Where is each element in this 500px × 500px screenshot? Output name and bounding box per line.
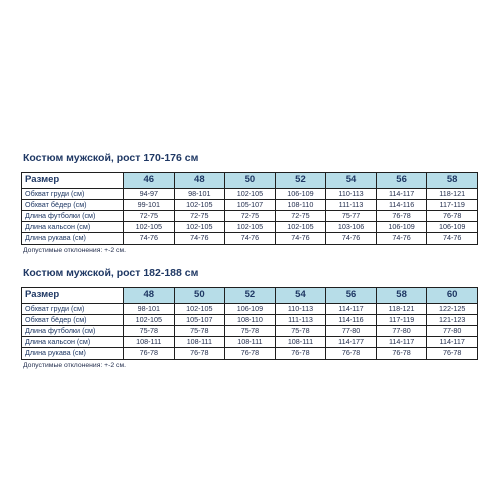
table-cell: 108-111 <box>124 337 175 348</box>
table-cell: 106-109 <box>275 188 326 199</box>
table-cell: 117-119 <box>376 314 427 325</box>
table-row <box>22 325 478 336</box>
table-cell: 76-78 <box>376 210 427 221</box>
table-row <box>22 233 478 244</box>
table-cell: 76-78 <box>427 210 478 221</box>
table-cell: 77-80 <box>326 325 377 336</box>
size-header: 50 <box>225 173 276 189</box>
table-cell: 118-121 <box>376 303 427 314</box>
table-cell: 108-111 <box>174 337 225 348</box>
table-cell: 121-123 <box>427 314 478 325</box>
table-cell: 114-117 <box>427 337 478 348</box>
table-cell: 117-119 <box>427 199 478 210</box>
table-cell: 106-109 <box>427 222 478 233</box>
table-cell: 102-105 <box>124 222 175 233</box>
table-cell: 99-101 <box>124 199 175 210</box>
table-cell: 114-177 <box>326 337 377 348</box>
table-cell: 75-78 <box>124 325 175 336</box>
table-cell: 102-105 <box>124 314 175 325</box>
size-header: 54 <box>275 288 326 304</box>
table-cell: 102-105 <box>174 199 225 210</box>
size-header: 50 <box>174 288 225 304</box>
table-cell: 111-113 <box>275 314 326 325</box>
table-row <box>22 314 478 325</box>
table-cell: 114-117 <box>376 188 427 199</box>
table-cell: 102-105 <box>174 303 225 314</box>
header-label: Размер <box>22 288 124 304</box>
size-header: 60 <box>427 288 478 304</box>
table-cell: 118-121 <box>427 188 478 199</box>
table-cell: 105-107 <box>174 314 225 325</box>
table-cell: 76-78 <box>376 348 427 359</box>
size-header: 52 <box>275 173 326 189</box>
size-header: 48 <box>124 288 175 304</box>
size-header: 52 <box>225 288 276 304</box>
table-cell: 106-109 <box>376 222 427 233</box>
row-label: Длина футболки (см) <box>22 325 124 336</box>
table-cell: 74-76 <box>275 233 326 244</box>
table-title: Костюм мужской, рост 182-188 см <box>23 267 199 279</box>
size-header: 58 <box>376 288 427 304</box>
size-table <box>21 287 478 360</box>
row-label: Длина рукава (см) <box>22 348 124 359</box>
table-cell: 94-97 <box>124 188 175 199</box>
tolerance-note: Допустимые отклонения: +-2 см. <box>23 246 127 254</box>
table-cell: 72-75 <box>225 210 276 221</box>
table-cell: 75-77 <box>326 210 377 221</box>
table-cell: 106-109 <box>225 303 276 314</box>
row-label: Длина кальсон (см) <box>22 222 124 233</box>
size-header: 56 <box>326 288 377 304</box>
table-cell: 105-107 <box>225 199 276 210</box>
table-cell: 108-110 <box>225 314 276 325</box>
table-cell: 110-113 <box>275 303 326 314</box>
table-cell: 102-105 <box>275 222 326 233</box>
tolerance-note: Допустимые отклонения: +-2 см. <box>23 361 127 369</box>
header-row <box>22 173 478 189</box>
table-cell: 114-116 <box>326 314 377 325</box>
table-cell: 75-78 <box>225 325 276 336</box>
table-cell: 76-78 <box>427 348 478 359</box>
table-cell: 74-76 <box>124 233 175 244</box>
table-cell: 76-78 <box>326 348 377 359</box>
size-header: 48 <box>174 173 225 189</box>
table-cell: 74-76 <box>376 233 427 244</box>
row-label: Длина кальсон (см) <box>22 337 124 348</box>
table-cell: 103-106 <box>326 222 377 233</box>
table-cell: 75-78 <box>275 325 326 336</box>
table-cell: 77-80 <box>376 325 427 336</box>
table-cell: 114-116 <box>376 199 427 210</box>
header-row <box>22 288 478 304</box>
size-header: 58 <box>427 173 478 189</box>
table-cell: 76-78 <box>124 348 175 359</box>
table-row <box>22 199 478 210</box>
table-cell: 74-76 <box>427 233 478 244</box>
size-table <box>21 172 478 245</box>
header-label: Размер <box>22 173 124 189</box>
table-cell: 122-125 <box>427 303 478 314</box>
table-row <box>22 222 478 233</box>
row-label: Обхват бёдер (см) <box>22 314 124 325</box>
table-cell: 72-75 <box>124 210 175 221</box>
table-cell: 111-113 <box>326 199 377 210</box>
table-cell: 74-76 <box>225 233 276 244</box>
table-row <box>22 348 478 359</box>
table-row <box>22 303 478 314</box>
table-cell: 98-101 <box>174 188 225 199</box>
table-cell: 72-75 <box>174 210 225 221</box>
table-cell: 76-78 <box>275 348 326 359</box>
table-cell: 76-78 <box>225 348 276 359</box>
table-cell: 102-105 <box>225 222 276 233</box>
row-label: Длина рукава (см) <box>22 233 124 244</box>
table-cell: 102-105 <box>174 222 225 233</box>
row-label: Длина футболки (см) <box>22 210 124 221</box>
table-row <box>22 337 478 348</box>
table-cell: 114-117 <box>326 303 377 314</box>
row-label: Обхват бёдер (см) <box>22 199 124 210</box>
size-chart-182-188 <box>21 267 481 369</box>
table-cell: 108-110 <box>275 199 326 210</box>
size-chart-170-176 <box>21 152 481 254</box>
table-cell: 110-113 <box>326 188 377 199</box>
table-cell: 108-111 <box>225 337 276 348</box>
table-cell: 74-76 <box>326 233 377 244</box>
row-label: Обхват груди (см) <box>22 303 124 314</box>
table-row <box>22 188 478 199</box>
table-cell: 76-78 <box>174 348 225 359</box>
table-cell: 72-75 <box>275 210 326 221</box>
table-cell: 74-76 <box>174 233 225 244</box>
table-cell: 108-111 <box>275 337 326 348</box>
table-cell: 98-101 <box>124 303 175 314</box>
table-title: Костюм мужской, рост 170-176 см <box>23 152 199 164</box>
size-header: 54 <box>326 173 377 189</box>
table-cell: 75-78 <box>174 325 225 336</box>
table-cell: 102-105 <box>225 188 276 199</box>
size-header: 56 <box>376 173 427 189</box>
table-row <box>22 210 478 221</box>
row-label: Обхват груди (см) <box>22 188 124 199</box>
size-header: 46 <box>124 173 175 189</box>
table-cell: 77-80 <box>427 325 478 336</box>
table-cell: 114-117 <box>376 337 427 348</box>
